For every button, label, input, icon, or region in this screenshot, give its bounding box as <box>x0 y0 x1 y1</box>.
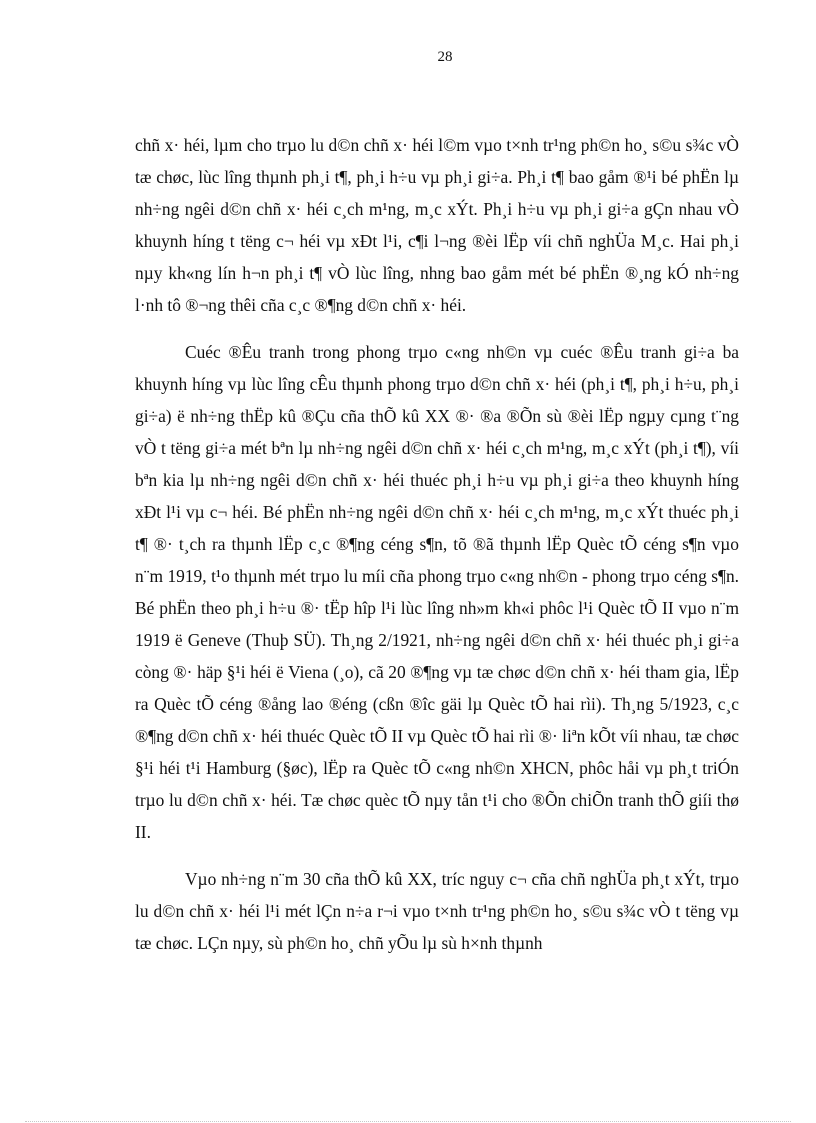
paragraph-1: chñ x· héi, lµm cho trµo lu d©n chñ x· héi l©m vµo t×nh tr¹ng ph©n ho¸ s©u s¾c vÒ tæ chøc, lùc lîng thµnh ph¸i t¶, ph¸i h÷u vµ ph¸i gi÷a. Ph¸i t¶ bao gåm ®¹i bé phËn lµ nh÷ng ngêi d©n chñ x· héi c¸ch m¹ng, m¸c xÝt. Ph¸i h÷u vµ ph¸i gi÷a gÇn nhau vÒ khuynh híng t tëng c¬ héi vµ xÐt l¹i, c¶i l¬ng ®èi lËp víi chñ nghÜa M¸c. Hai ph¸i nµy kh«ng lín h¬n ph¸i t¶ vÒ lùc lîng, nhng bao gåm mét bé phËn ®¸ng kÓ nh÷ng l·nh tô ®¬ng thêi cña c¸c ®¶ng d©n chñ x· héi. <box>135 135 739 315</box>
paragraph-3: Vµo nh÷ng n¨m 30 cña thÕ kû XX, tríc nguy c¬ cña chñ nghÜa ph¸t xÝt, trµo lu d©n chñ x· héi l¹i mét lÇn n÷a r¬i vµo t×nh tr¹ng ph©n ho¸ s©u s¾c vÒ t tëng vµ tæ chøc. LÇn nµy, sù ph©n ho¸ chñ yÕu lµ sù h×nh thµnh <box>135 869 739 953</box>
bottom-divider <box>25 1121 791 1122</box>
paragraph-2: Cuéc ®Êu tranh trong phong trµo c«ng nh©n vµ cuéc ®Êu tranh gi÷a ba khuynh híng vµ lùc lîng cÊu thµnh phong trµo d©n chñ x· héi (ph¸i t¶, ph¸i h÷u, ph¸i gi÷a) ë nh÷ng thËp kû ®Çu cña thÕ kû XX ®· ®a ®Õn sù ®èi lËp ngµy cµng t¨ng vÒ t tëng gi÷a mét bªn lµ nh÷ng ngêi d©n chñ x· héi c¸ch m¹ng, m¸c xÝt (ph¸i t¶), víi bªn kia lµ nh÷ng ngêi d©n chñ x· héi thuéc ph¸i h÷u vµ ph¸i gi÷a theo khuynh híng xÐt l¹i vµ c¬ héi. Bé phËn nh÷ng ngêi d©n chñ x· héi c¸ch m¹ng, m¸c xÝt thuéc ph¸i t¶ ®· t¸ch ra thµnh lËp c¸c ®¶ng céng s¶n, tõ ®ã thµnh lËp Quèc tÕ céng s¶n vµo n¨m 1919, t¹o thµnh mét trµo lu míi cña phong trµo c«ng nh©n - phong trµo céng s¶n. Bé phËn theo ph¸i h÷u ®· tËp hîp l¹i lùc lîng nh»m kh«i phôc l¹i Quèc tÕ II vµo n¨m 1919 ë Geneve (Thuþ SÜ). Th¸ng 2/1921, nh÷ng ngêi d©n chñ x· héi thuéc ph¸i gi÷a còng ®· häp §¹i héi ë Viena (¸o), cã 20 ®¶ng vµ tæ chøc d©n chñ x· héi tham gia, lËp ra Quèc tÕ céng ®ång lao ®éng (cßn ®îc gäi lµ Quèc tÕ hai rìi). Th¸ng 5/1923, c¸c ®¶ng d©n chñ x· héi thuéc Quèc tÕ II vµ Quèc tÕ hai rìi ®· liªn kÕt víi nhau, tæ chøc §¹i héi t¹i Hamburg (§øc), lËp ra Quèc tÕ c«ng nh©n XHCN, phôc håi vµ ph¸t triÓn trµo lu d©n chñ x· héi. Tæ chøc quèc tÕ nµy tån t¹i cho ®Õn chiÕn tranh thÕ giíi thø II. <box>135 342 739 842</box>
body-text <box>135 129 739 974</box>
page-number: 28 <box>437 49 453 65</box>
